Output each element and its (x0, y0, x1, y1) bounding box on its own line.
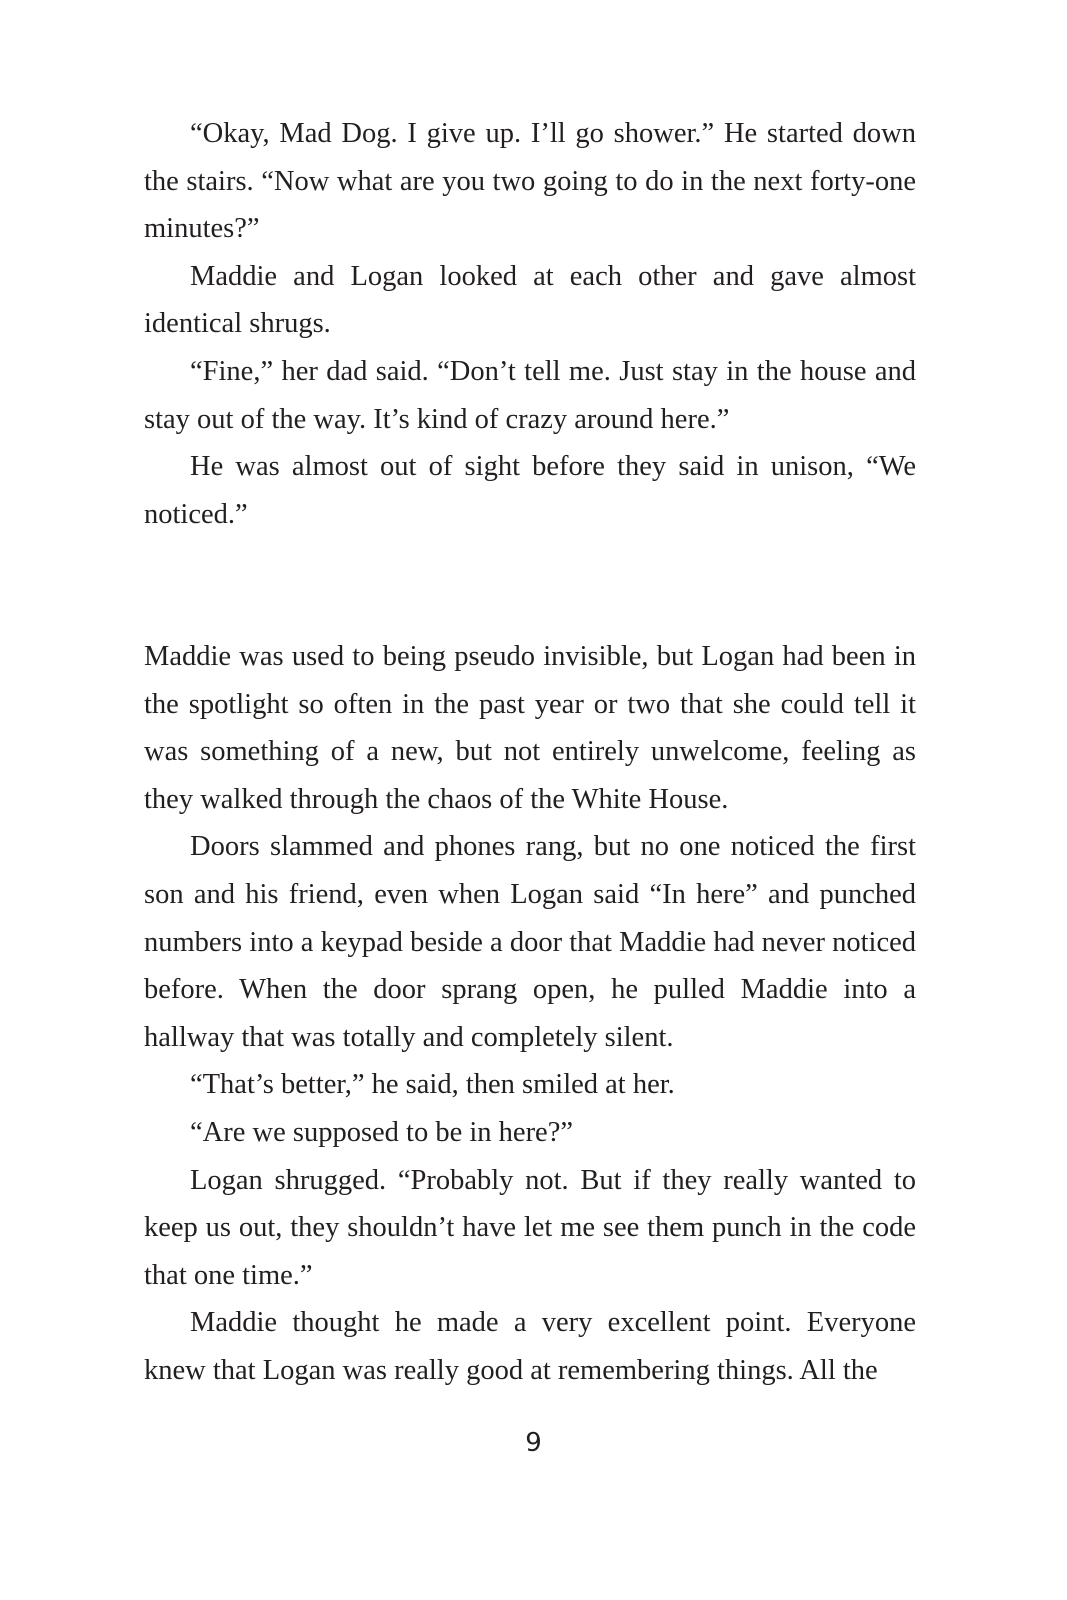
paragraph: “Okay, Mad Dog. I give up. I’ll go shower.” He started down the stairs. “Now what are you two going to do in the next forty-one minutes?” (144, 118, 916, 245)
section-2-text (144, 633, 916, 1395)
paragraph: Maddie and Logan looked at each other and gave almost identical shrugs. (144, 260, 916, 340)
paragraph: He was almost out of sight before they said in unison, “We noticed.” (144, 451, 916, 530)
page-number: 9 (525, 1428, 542, 1458)
paragraph: Logan shrugged. “Probably not. But if they really wanted to keep us out, they shouldn’t have let me see them punch in the code that one time.” (144, 1164, 916, 1291)
paragraph: “That’s better,” he said, then smiled at her. (190, 1069, 675, 1101)
paragraph-section-opening: Maddie was used to being pseudo invisible, but Logan had been in the spotlight so often in the past year or two that she could tell it was something of a new, but not entirely unwelcome, feeling as they walked through the chaos of the White House. (144, 641, 916, 815)
paragraph: Maddie thought he made a very excellent point. Everyone knew that Logan was really good at remembering things. All the (144, 1307, 916, 1386)
paragraph: Doors slammed and phones rang, but no one noticed the first son and his friend, even when Logan said “In here” and punched numbers into a keypad beside a door that Maddie had never noticed before. When the door sprang open, he pulled Maddie into a hallway that was totally and completely silent. (144, 831, 916, 1053)
section-1-text (144, 110, 916, 538)
paragraph: “Are we supposed to be in here?” (190, 1116, 574, 1148)
paragraph: “Fine,” her dad said. “Don’t tell me. Just stay in the house and stay out of the way. It’s kind of crazy around here.” (144, 355, 916, 435)
